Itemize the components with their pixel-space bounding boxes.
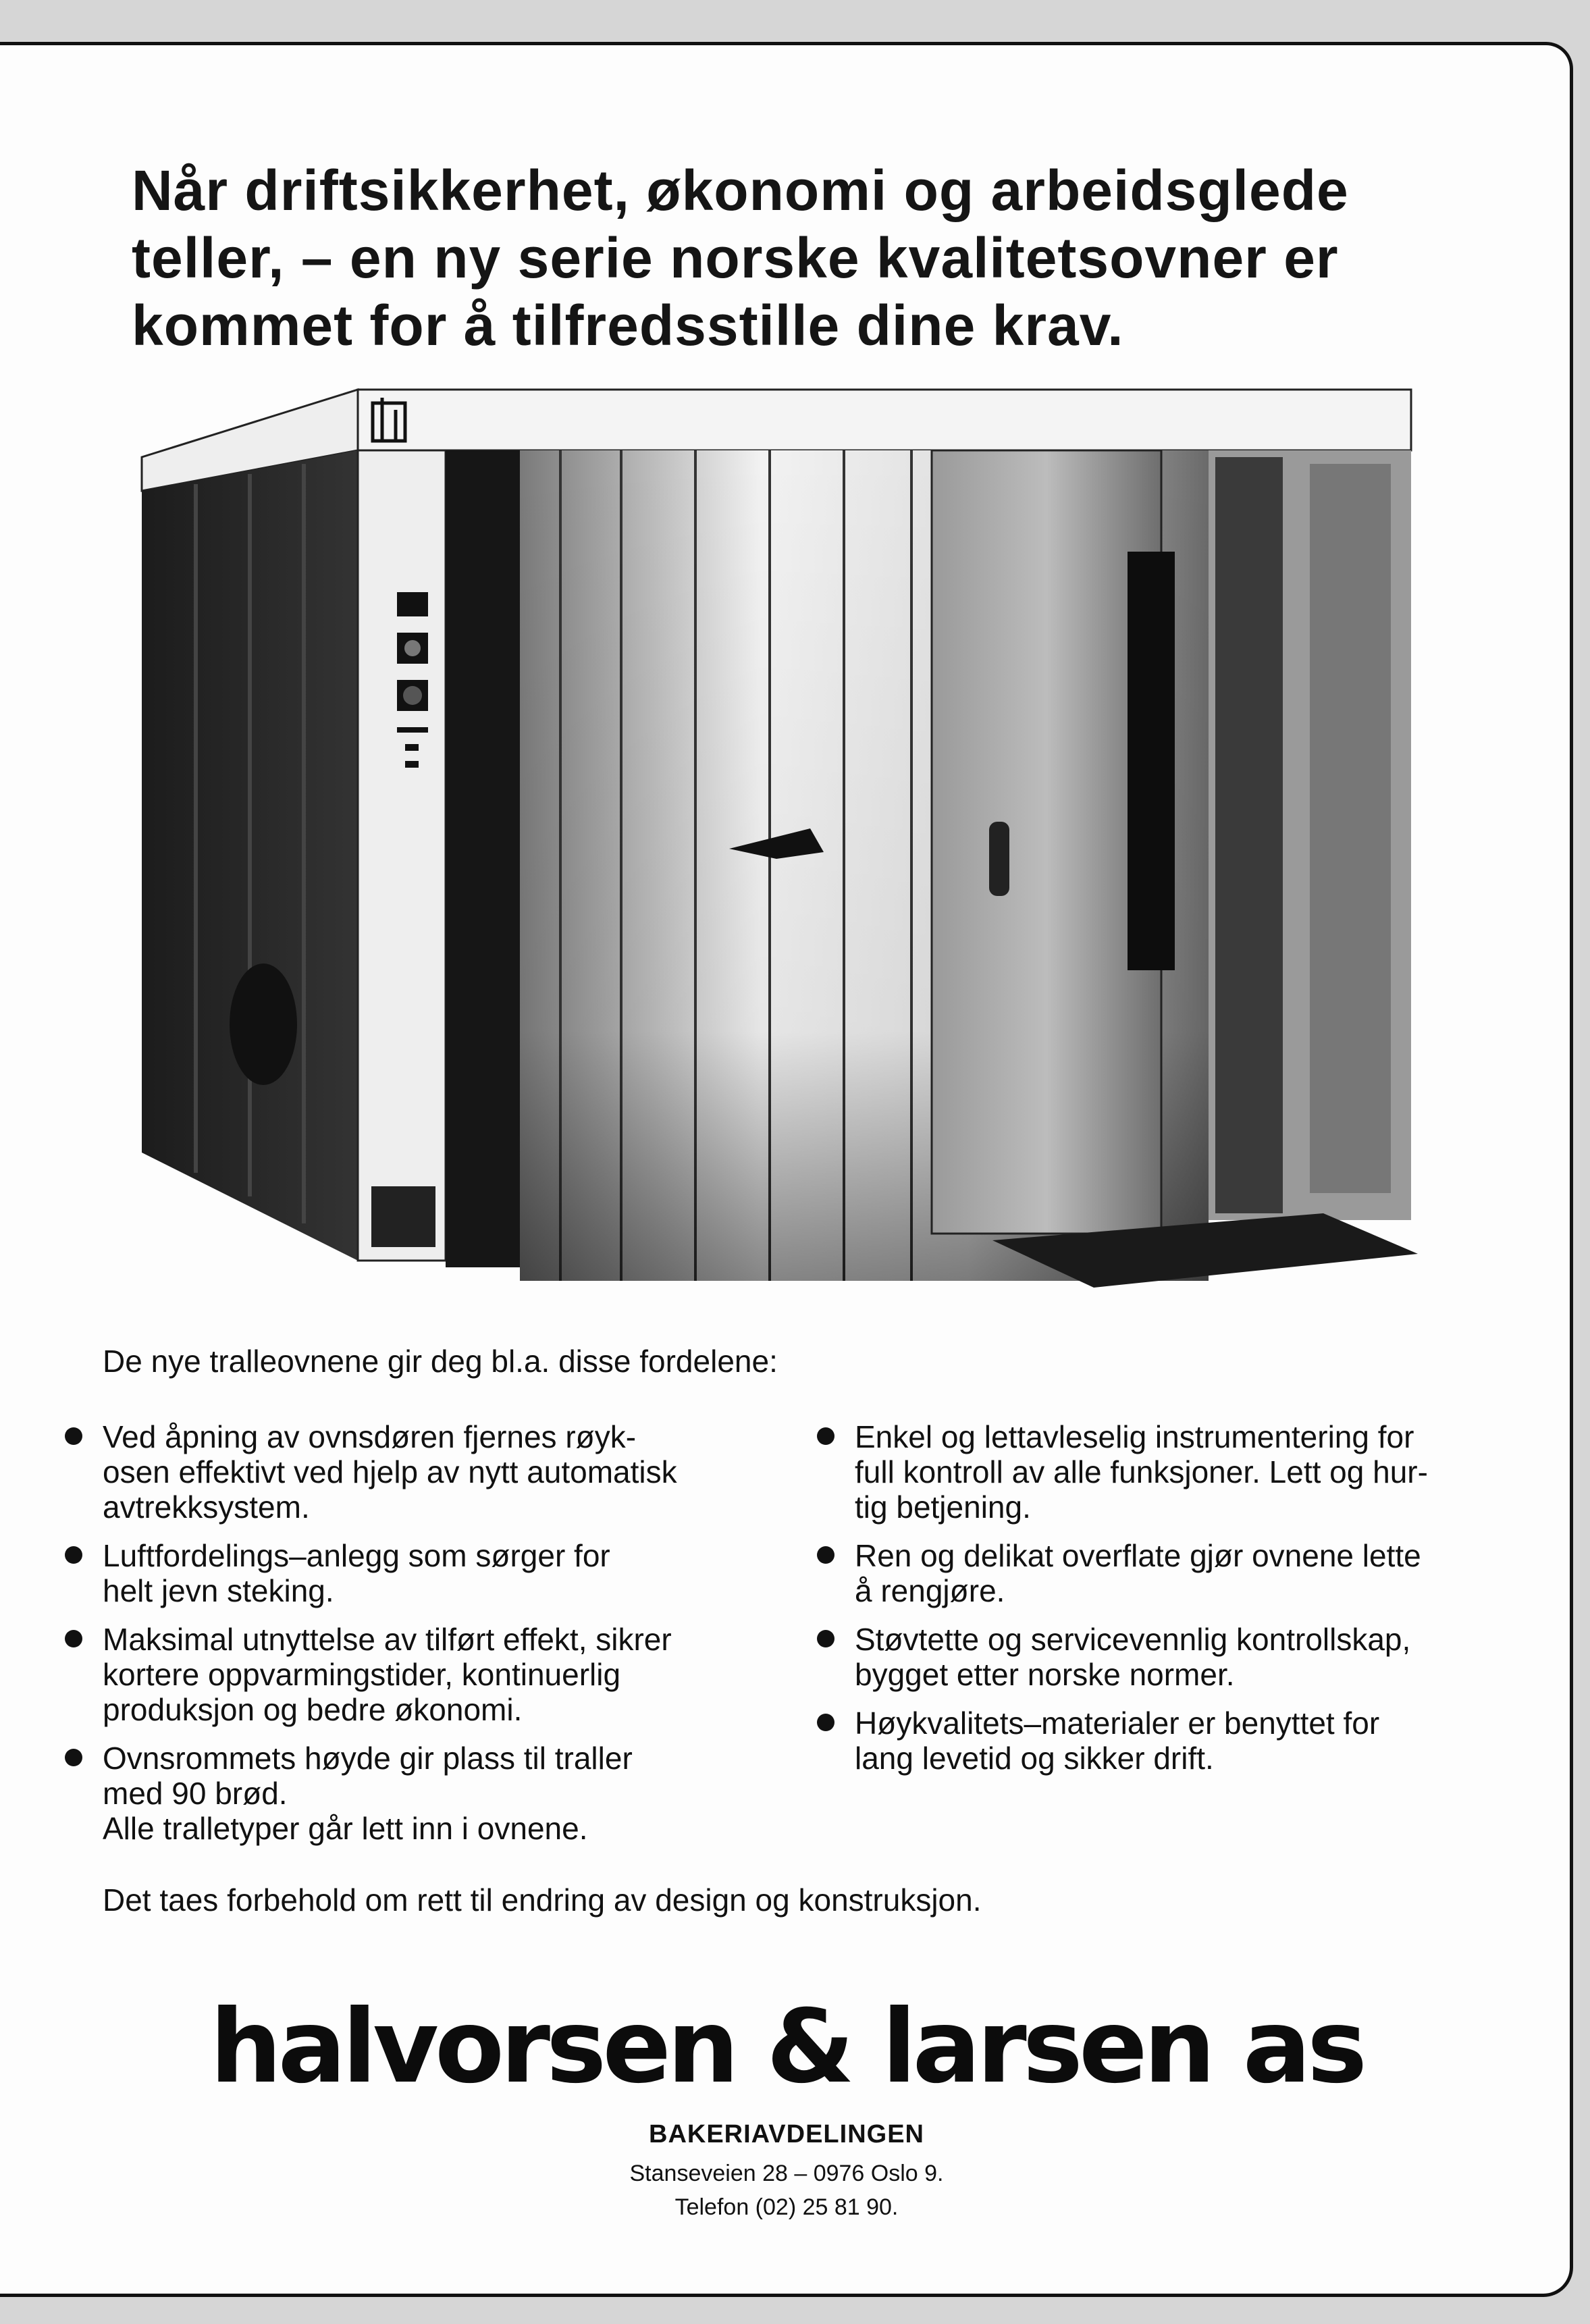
- bullet-icon: [65, 1630, 82, 1647]
- display-panel: [397, 592, 428, 616]
- benefit-item: Ved åpning av ovnsdøren fjernes røyk- osen effektivt ved hjelp av nytt automatisk avtrekksystem.: [65, 1419, 774, 1525]
- door-window: [1128, 552, 1175, 970]
- phone: Telefon (02) 25 81 90.: [674, 2194, 899, 2220]
- benefit-item: Støvtette og servicevennlig kontrollskap, bygget etter norske normer.: [817, 1622, 1526, 1692]
- company-logo: halvorsen & larsen as: [209, 1988, 1364, 2106]
- bullet-icon: [65, 1546, 82, 1564]
- bullet-icon: [817, 1427, 834, 1445]
- intro-text: De nye tralleovnene gir deg bl.a. disse fordelene:: [103, 1344, 778, 1379]
- door-handle: [989, 822, 1009, 896]
- benefits-right: [817, 1419, 1526, 1789]
- bullet-icon: [817, 1714, 834, 1731]
- bullet-icon: [817, 1630, 834, 1647]
- benefit-item: Enkel og lettavleselig instrumentering for full kontroll av alle funksjoner. Lett og hur- tig betjening.: [817, 1419, 1526, 1525]
- bullet-icon: [65, 1427, 82, 1445]
- disclaimer: Det taes forbehold om rett til endring av design og konstruksjon.: [103, 1882, 982, 1918]
- benefit-item: Ovnsrommets høyde gir plass til traller med 90 brød. Alle tralletyper går lett inn i ovnene.: [65, 1741, 774, 1846]
- ad-frame: [0, 42, 1573, 2297]
- benefit-item: Luftfordelings–anlegg som sørger for helt jevn steking.: [65, 1538, 774, 1608]
- bullet-icon: [65, 1749, 82, 1766]
- benefits-left: [65, 1419, 774, 1859]
- benefit-item: Maksimal utnyttelse av tilført effekt, sikrer kortere oppvarmingstider, kontinuerlig produksjon og bedre økonomi.: [65, 1622, 774, 1727]
- headline: Når driftsikkerhet, økonomi og arbeidsglede teller, – en ny serie norske kvalitetsovner er kommet for å tilfredsstille dine krav.: [132, 159, 1349, 357]
- benefit-item: Høykvalitets–materialer er benyttet for lang levetid og sikker drift.: [817, 1706, 1526, 1776]
- bullet-icon: [817, 1546, 834, 1564]
- department: BAKERIAVDELINGEN: [649, 2120, 924, 2148]
- benefit-item: Ren og delikat overflate gjør ovnene lette å rengjøre.: [817, 1538, 1526, 1608]
- address: Stanseveien 28 – 0976 Oslo 9.: [629, 2161, 944, 2186]
- oven-photo: [135, 376, 1418, 1321]
- oven-door: [932, 450, 1161, 1234]
- oven-illustration: [135, 376, 1418, 1321]
